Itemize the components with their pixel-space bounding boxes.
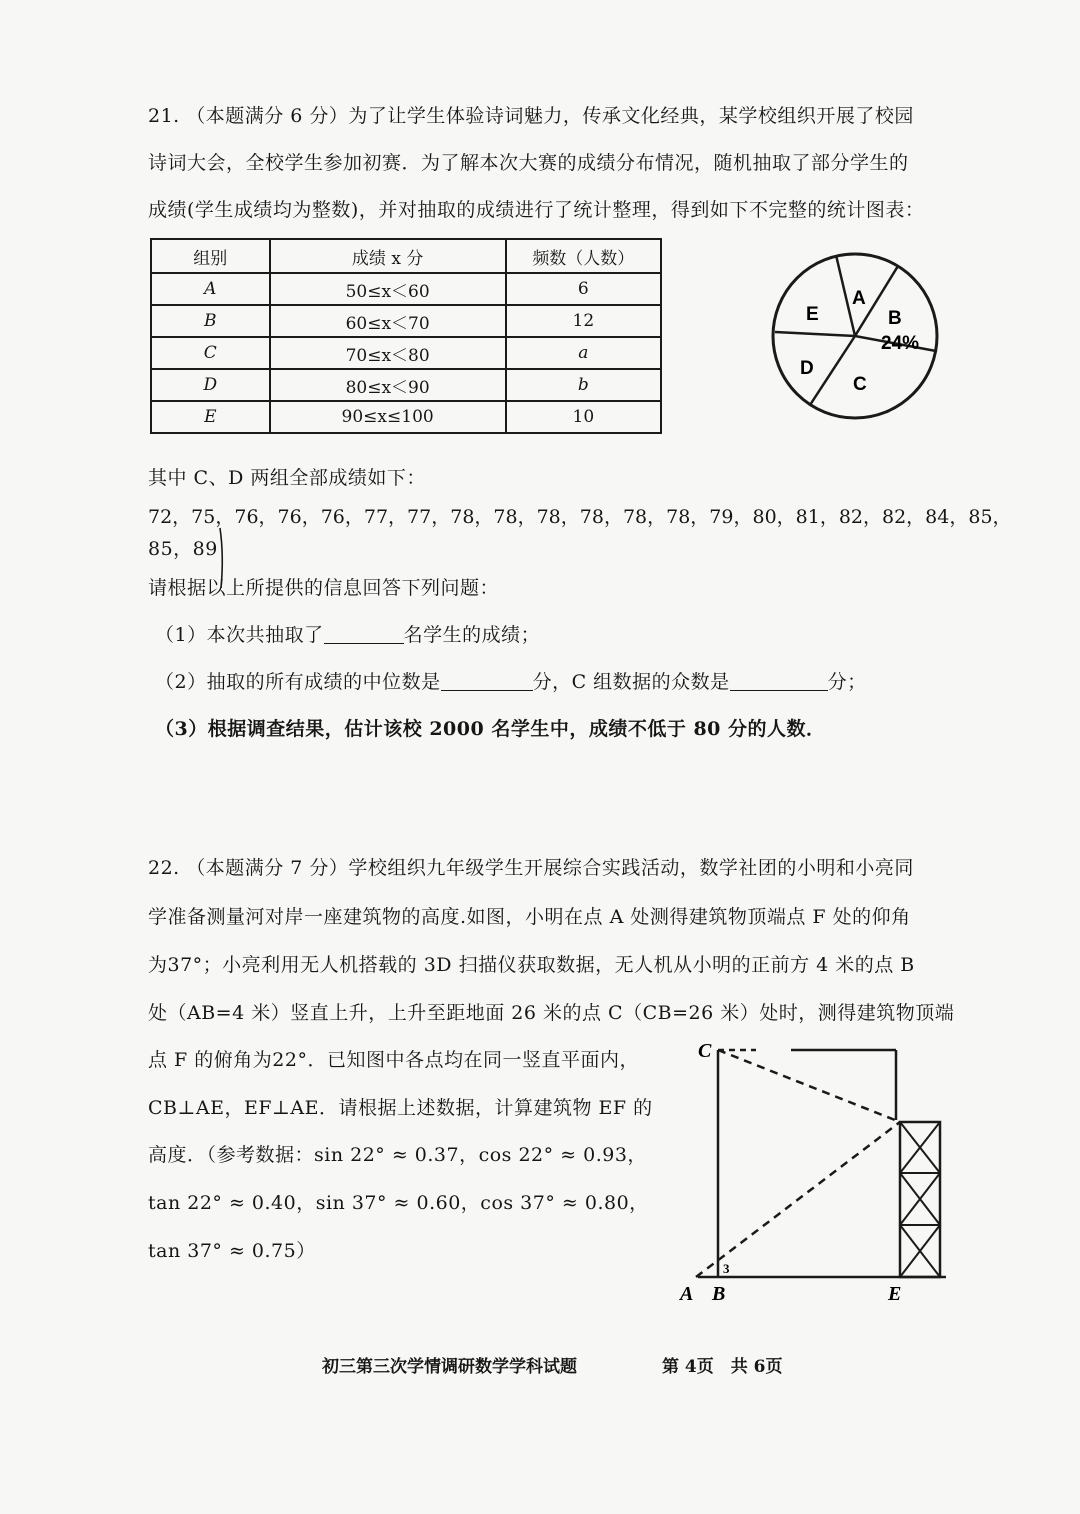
table-cell: 50≤x＜60 xyxy=(270,273,506,305)
answer-blank xyxy=(441,672,533,691)
table-cell: D xyxy=(151,369,270,401)
q22-line-5: 点 F 的俯角为22°．已知图中各点均在同一竖直平面内， xyxy=(148,1049,639,1071)
sight-line-cf xyxy=(718,1050,900,1122)
table-cell: A xyxy=(151,273,270,305)
pie-label-b: B xyxy=(888,308,902,329)
q21-part-1 xyxy=(155,620,540,647)
pie-label-a: A xyxy=(852,288,866,309)
table-cell: b xyxy=(506,369,661,401)
point-label-a: A xyxy=(680,1283,694,1305)
footer-title: 初三第三次学情调研数学学科试题 xyxy=(322,1357,577,1377)
table-header: 组别 xyxy=(151,239,270,273)
table-cell: 90≤x≤100 xyxy=(270,401,506,433)
q22-line-8: tan 22° ≈ 0.40，sin 37° ≈ 0.60，cos 37° ≈ 0.80， xyxy=(148,1192,649,1214)
table-row xyxy=(151,337,661,369)
pie-label-c: C xyxy=(853,374,867,395)
q21-line-1: 21. （本题满分 6 分）为了让学生体验诗词魅力，传承文化经典，某学校组织开展了校园 xyxy=(148,105,914,127)
q21-part-3: （3）根据调查结果，估计该校 2000 名学生中，成绩不低于 80 分的人数． xyxy=(155,718,826,740)
table-cell: 80≤x＜90 xyxy=(270,369,506,401)
part-2-text-mid: 分，C 组数据的众数是 xyxy=(532,671,730,693)
part-2-text: （2）抽取的所有成绩的中位数是 xyxy=(155,671,441,693)
q22-line-6: CB⊥AE，EF⊥AE．请根据上述数据，计算建筑物 EF 的 xyxy=(148,1097,653,1119)
sight-line-af xyxy=(696,1122,900,1277)
pie-divider xyxy=(810,336,855,405)
point-label-c: C xyxy=(698,1040,712,1062)
table-cell: C xyxy=(151,337,270,369)
point-label-e: E xyxy=(888,1283,902,1305)
cd-intro: 其中 C、D 两组全部成绩如下： xyxy=(148,467,426,489)
q21-part-2 xyxy=(155,667,867,694)
footer-page-number: 第 4页 共 6页 xyxy=(662,1357,783,1377)
q22-line-9: tan 37° ≈ 0.75） xyxy=(148,1240,316,1262)
score-frequency-table xyxy=(150,238,662,434)
table-row xyxy=(151,305,661,337)
part-1-text: （1）本次共抽取了 xyxy=(155,624,324,646)
pie-divider xyxy=(775,332,855,336)
table-cell: a xyxy=(506,337,661,369)
part-2-text-end: 分； xyxy=(827,671,867,693)
building-height-diagram xyxy=(676,1030,976,1320)
cd-scores-line-1: 72，75，76，76，76，77，77，78，78，78，78，78，78，79，80，81，82，82，84，85， xyxy=(148,506,1012,528)
table-header-row xyxy=(151,239,661,273)
angle-label: 3 xyxy=(723,1261,730,1276)
q22-line-1: 22. （本题满分 7 分）学校组织九年级学生开展综合实践活动，数学社团的小明和小亮同 xyxy=(148,857,914,879)
table-cell: B xyxy=(151,305,270,337)
table-header: 成绩 x 分 xyxy=(270,239,506,273)
cd-scores-line-2: 85，89 xyxy=(148,538,218,560)
point-label-b: B xyxy=(712,1283,726,1305)
table-cell: E xyxy=(151,401,270,433)
part-1-text-end: 名学生的成绩； xyxy=(403,624,541,646)
q21-line-2: 诗词大会，全校学生参加初赛．为了解本次大赛的成绩分布情况，随机抽取了部分学生的 xyxy=(148,152,909,174)
q21-ask: 请根据以上所提供的信息回答下列问题： xyxy=(148,577,500,599)
pie-label-d: D xyxy=(800,358,814,379)
table-cell: 6 xyxy=(506,273,661,305)
answer-blank xyxy=(730,672,828,691)
pie-label-e: E xyxy=(806,304,819,325)
table-cell: 10 xyxy=(506,401,661,433)
pie-label-b-percent: 24% xyxy=(881,333,920,354)
table-cell: 12 xyxy=(506,305,661,337)
table-row xyxy=(151,369,661,401)
q22-line-3: 为37°；小亮利用无人机搭载的 3D 扫描仪获取数据，无人机从小明的正前方 4 米的点 B xyxy=(148,954,915,976)
pie-chart-figure xyxy=(760,250,960,450)
table-row xyxy=(151,401,661,433)
q22-line-4: 处（AB=4 米）竖直上升，上升至距地面 26 米的点 C（CB=26 米）处时，测得建筑物顶端 xyxy=(148,1002,955,1024)
q22-line-7: 高度．（参考数据：sin 22° ≈ 0.37，cos 22° ≈ 0.93， xyxy=(148,1144,647,1166)
table-header: 频数（人数） xyxy=(506,239,661,273)
table-cell: 70≤x＜80 xyxy=(270,337,506,369)
q21-line-3: 成绩(学生成绩均为整数)，并对抽取的成绩进行了统计整理，得到如下不完整的统计图表： xyxy=(148,199,925,221)
table-row xyxy=(151,273,661,305)
answer-blank xyxy=(324,625,404,644)
q22-line-2: 学准备测量河对岸一座建筑物的高度.如图，小明在点 A 处测得建筑物顶端点 F 处的仰角 xyxy=(148,906,911,928)
table-cell: 60≤x＜70 xyxy=(270,305,506,337)
